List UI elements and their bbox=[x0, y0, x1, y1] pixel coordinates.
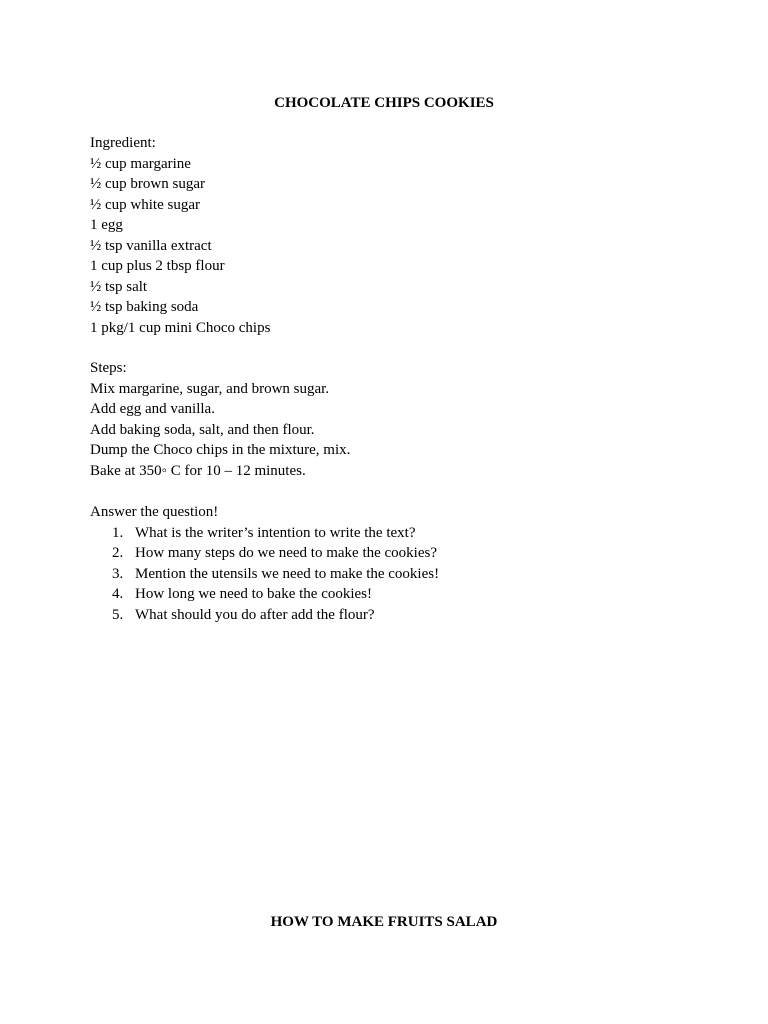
question-text: How long we need to bake the cookies! bbox=[135, 586, 373, 602]
question-number: 2. bbox=[112, 545, 124, 561]
ingredient-item: ½ tsp baking soda bbox=[90, 299, 199, 315]
ingredient-item: 1 egg bbox=[90, 217, 123, 233]
question-item bbox=[90, 564, 690, 585]
question-text: Mention the utensils we need to make the cookies! bbox=[135, 565, 440, 582]
question-number: 4. bbox=[112, 586, 124, 602]
questions-section bbox=[90, 502, 690, 625]
steps-heading: Steps: bbox=[90, 360, 127, 376]
step-item: Add baking soda, salt, and then flour. bbox=[90, 421, 315, 438]
ingredient-item: 1 cup plus 2 tbsp flour bbox=[90, 258, 225, 274]
recipe-title: HOW TO MAKE FRUITS SALAD bbox=[270, 914, 498, 930]
question-item bbox=[90, 523, 690, 544]
question-number: 5. bbox=[112, 606, 124, 623]
question-text: What should you do after add the flour? bbox=[135, 606, 375, 623]
ingredients-heading: Ingredient: bbox=[90, 135, 156, 151]
question-item bbox=[90, 584, 690, 605]
steps-section bbox=[90, 358, 690, 481]
question-item bbox=[90, 605, 690, 626]
ingredient-item: ½ tsp vanilla extract bbox=[90, 237, 212, 254]
question-text: What is the writer’s intention to write the text? bbox=[135, 524, 416, 541]
step-item: Dump the Choco chips in the mixture, mix. bbox=[90, 442, 351, 458]
question-number: 1. bbox=[112, 524, 124, 541]
ingredient-item: ½ cup margarine bbox=[90, 155, 191, 172]
ingredient-item: ½ cup brown sugar bbox=[90, 176, 205, 192]
ingredient-item: ½ cup white sugar bbox=[90, 196, 200, 213]
question-number: 3. bbox=[112, 565, 124, 582]
recipe-title: CHOCOLATE CHIPS COOKIES bbox=[274, 95, 494, 111]
step-item: Bake at 350◦ C for 10 – 12 minutes. bbox=[90, 462, 306, 479]
step-item: Mix margarine, sugar, and brown sugar. bbox=[90, 380, 330, 397]
question-item bbox=[90, 543, 690, 564]
questions-list bbox=[90, 523, 690, 626]
question-text: How many steps do we need to make the cookies? bbox=[135, 545, 437, 561]
ingredients-section bbox=[90, 133, 690, 338]
step-item: Add egg and vanilla. bbox=[90, 401, 215, 417]
ingredient-item: 1 pkg/1 cup mini Choco chips bbox=[90, 319, 271, 336]
questions-heading: Answer the question! bbox=[90, 504, 219, 520]
ingredient-item: ½ tsp salt bbox=[90, 278, 148, 295]
